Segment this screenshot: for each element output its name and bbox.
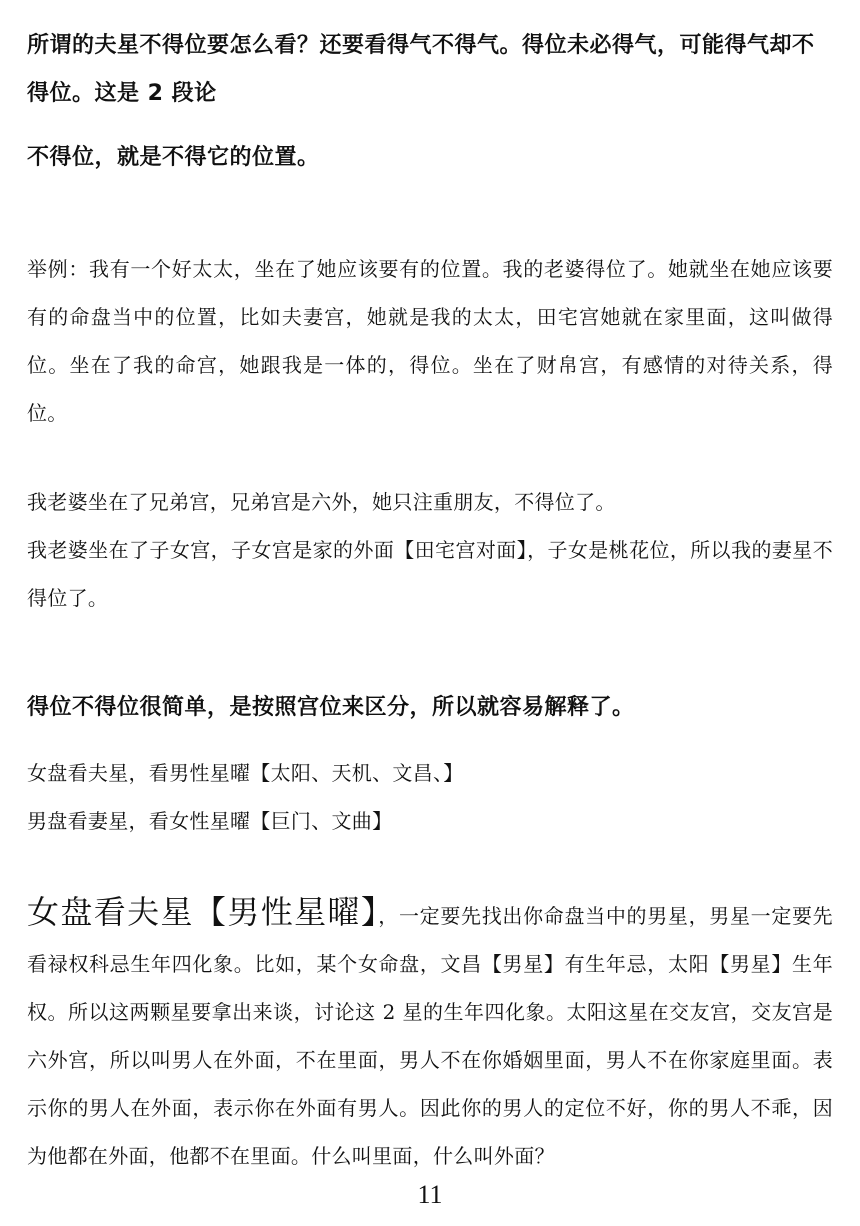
paragraph-female-husband-star <box>27 888 833 1180</box>
paragraph-female-chart: 女盘看夫星，看男性星曜【太阳、天机、文昌、】 <box>27 761 464 785</box>
paragraph-children-palace: 我老婆坐在了子女宫，子女宫是家的外面【田宅宫对面】，子女是桃花位，所以我的妻星不得位了。 <box>27 538 833 610</box>
section-body: ，一定要先找出你命盘当中的男星，男星一定要先看禄权科忌生年四化象。比如，某个女命盘，文昌【男星】有生年忌，太阳【男星】生年权。所以这两颗星要拿出来谈，讨论这 2 星的生年四化象。太阳这星在交友宫，交友宫是六外宫，所以叫男人在外面，不在里面，男人不在你婚姻里面，男人不在你家庭里面。表示你的男人在外面，表示你在外面有男人。因此你的男人的定位不好，你的男人不乖，因为他都在外面，他都不在里面。什么叫里面，什么叫外面？ <box>27 904 833 1168</box>
section-heading: 女盘看夫星【男性星曜】 <box>27 893 379 931</box>
paragraph-male-chart: 男盘看妻星，看女性星曜【巨门、文曲】 <box>27 809 393 833</box>
paragraph-example: 举例：我有一个好太太，坐在了她应该要有的位置。我的老婆得位了。她就坐在她应该要有的命盘当中的位置，比如夫妻宫，她就是我的太太，田宅宫她就在家里面，这叫做得位。坐在了我的命宫，她跟我是一体的，得位。坐在了财帛宫，有感情的对待关系，得位。 <box>27 257 833 425</box>
page-number: 11 <box>417 1180 443 1209</box>
paragraph-summary: 得位不得位很简单，是按照宫位来区分，所以就容易解释了。 <box>27 695 635 720</box>
paragraph-sibling-palace: 我老婆坐在了兄弟宫，兄弟宫是六外，她只注重朋友，不得位了。 <box>27 490 616 514</box>
paragraph-definition: 不得位，就是不得它的位置。 <box>27 145 320 170</box>
paragraph-question: 所谓的夫星不得位要怎么看？还要看得气不得气。得位未必得气，可能得气却不得位。这是 2 段论 <box>27 33 815 106</box>
